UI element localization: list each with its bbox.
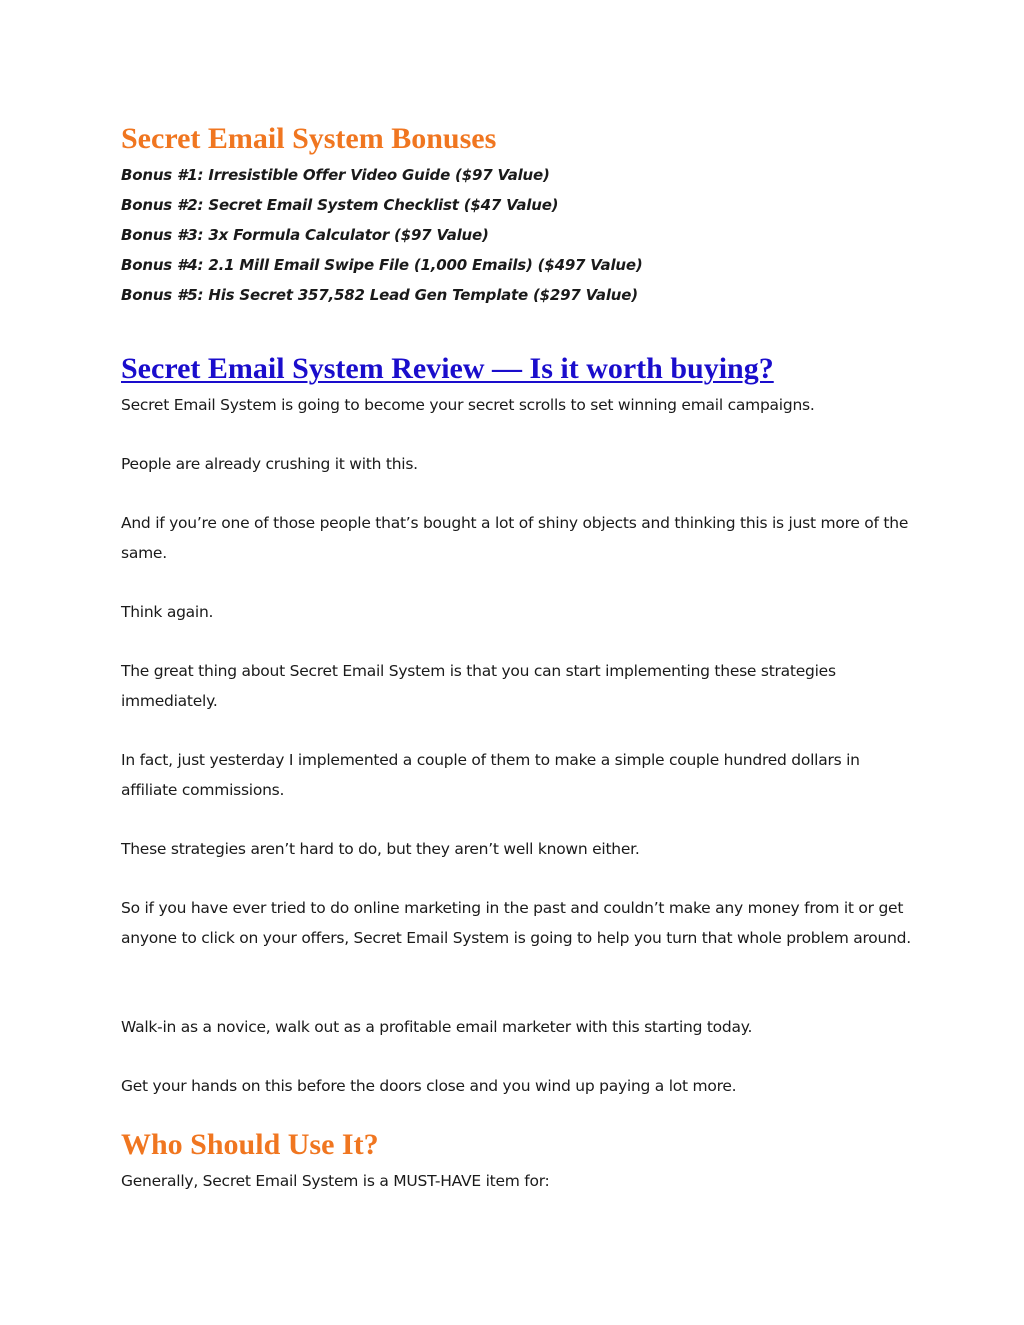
who-heading: Who Should Use It?	[121, 1128, 379, 1161]
bonus-item-2: Bonus #2: Secret Email System Checklist ($47 Value)	[121, 196, 559, 214]
review-paragraph-10: Get your hands on this before the doors close and you wind up paying a lot more.	[121, 1077, 737, 1095]
review-paragraph-4: Think again.	[121, 603, 214, 621]
review-paragraph-7: These strategies aren’t hard to do, but they aren’t well known either.	[121, 840, 640, 858]
bonuses-heading: Secret Email System Bonuses	[121, 122, 497, 155]
bonus-item-3: Bonus #3: 3x Formula Calculator ($97 Value)	[121, 226, 489, 244]
review-paragraph-5: The great thing about Secret Email System is that you can start implementing these strategies immediately.	[121, 662, 836, 710]
review-paragraph-6: In fact, just yesterday I implemented a couple of them to make a simple couple hundred dollars in affiliate commissions.	[121, 751, 860, 799]
review-paragraph-1: Secret Email System is going to become your secret scrolls to set winning email campaigns.	[121, 396, 815, 414]
review-heading-link[interactable]: Secret Email System Review — Is it worth buying?	[121, 352, 774, 385]
bonus-item-1: Bonus #1: Irresistible Offer Video Guide ($97 Value)	[121, 166, 550, 184]
who-paragraph-1: Generally, Secret Email System is a MUST-HAVE item for:	[121, 1172, 550, 1190]
review-paragraph-9: Walk-in as a novice, walk out as a profitable email marketer with this starting today.	[121, 1018, 753, 1036]
review-paragraph-8: So if you have ever tried to do online marketing in the past and couldn’t make any money from it or get anyone to click on your offers, Secret Email System is going to help you turn that whole problem around.	[121, 899, 911, 947]
bonus-item-5: Bonus #5: His Secret 357,582 Lead Gen Template ($297 Value)	[121, 286, 638, 304]
bonus-item-4: Bonus #4: 2.1 Mill Email Swipe File (1,000 Emails) ($497 Value)	[121, 256, 643, 274]
review-paragraph-3: And if you’re one of those people that’s bought a lot of shiny objects and thinking this is just more of the same.	[121, 514, 909, 562]
review-paragraph-2: People are already crushing it with this.	[121, 455, 418, 473]
